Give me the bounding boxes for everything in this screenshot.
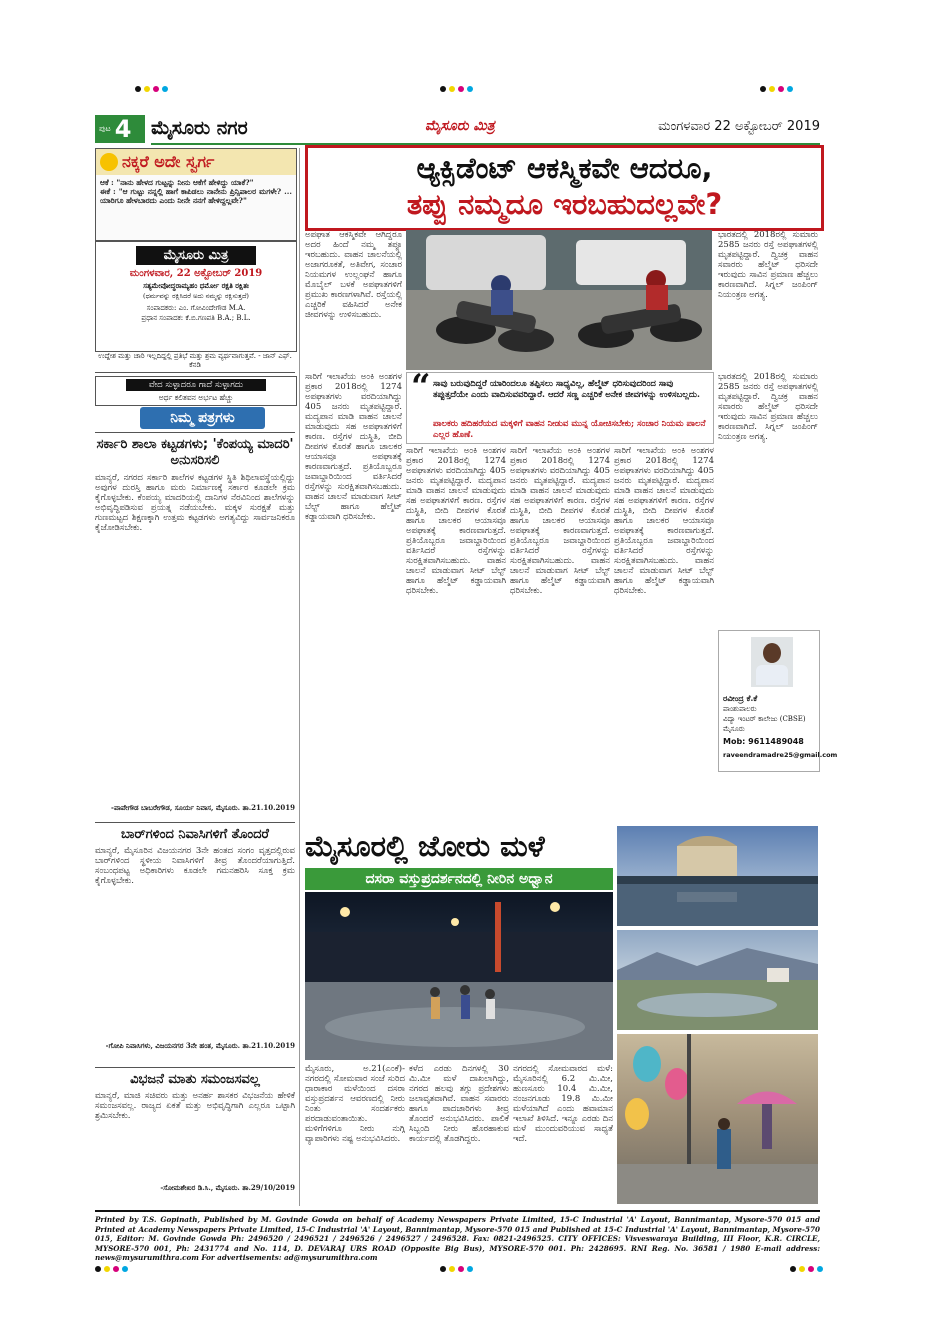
masthead-logo: ಮೈಸೂರು ಮಿತ್ರ bbox=[425, 118, 495, 134]
registration-dots-bottom-center bbox=[440, 1266, 473, 1272]
rain-photo-palace-circle bbox=[617, 826, 818, 926]
laughing-face-icon bbox=[100, 153, 118, 171]
quote-box: ಉದ್ದೇಶ ಮತ್ತು ಚಾರಿ ಇಲ್ಲದಿದ್ದಲ್ಲಿ ಪ್ರತಿಭೆ ಮತ್ತು ಶ್ರಮ ವ್ಯರ್ಥವಾಗುತ್ತವೆ. - ಜಾನ್ ಎಫ್. ಕೆನಡಿ bbox=[95, 352, 295, 373]
lead-col-4: ಭಾರತದಲ್ಲಿ 2018ರಲ್ಲಿ ಸುಮಾರು 2585 ಜನರು ರಸ್ತೆ ಅಪಘಾತಗಳಲ್ಲಿ ಮೃತಪಟ್ಟಿದ್ದಾರೆ. ದ್ವಿಚಕ್ರ ವಾಹನ ಸವಾರರು ಹೆಲ್ಮೆಟ್ ಧರಿಸದೇ ಇರುವುದು ಸಾವಿನ ಪ್ರಮಾಣ ಹೆಚ್ಚಲು ಕಾರಣವಾಗಿದೆ. ಸಿಗ್ನಲ್ ಜಂಪಿಂಗ್ ನಿಯಂತ್ರಣ ಅಗತ್ಯ. bbox=[718, 230, 818, 300]
rain-col-1: ಮೈಸೂರು, ಅ.21(ಎಂಕೆ)- ನಗರದಲ್ಲಿ ಸೋಮವಾರ ಸಂಜೆ ಸುರಿದ ಧಾರಾಕಾರ ಮಳೆಯಿಂದ ದಸರಾ ವಸ್ತುಪ್ರದರ್ಶನ ಆವರಣದಲ್ಲಿ ನೀರು ನಿಂತು ಸಂದರ್ಶಕರು ಪರದಾಡುವಂತಾಯಿತು. ಮಳಿಗೆಗಳಿಗೂ ನೀರು ನುಗ್ಗಿ ವ್ಯಾಪಾರಿಗಳು ನಷ್ಟ ಅನುಭವಿಸಿದರು. bbox=[305, 1064, 405, 1144]
author-city: ಮೈಸೂರು bbox=[723, 725, 745, 733]
letter-3-title: ವಿಭಜನೆ ಮಾತು ಸಮಂಜಸವಲ್ಲ bbox=[130, 1072, 260, 1087]
lead-headline-line-1: ಆ್ಯಕ್ಸಿಡೆಂಟ್ ಆಕಸ್ಮಿಕವೇ ಆದರೂ, bbox=[416, 151, 713, 185]
lead-col-4b: ಸಾರಿಗೆ ಇಲಾಖೆಯ ಅಂಕಿ ಅಂಶಗಳ ಪ್ರಕಾರ 2018ರಲ್ಲಿ 1274 ಅಪಘಾತಗಳು ವರದಿಯಾಗಿದ್ದು 405 ಜನರು ಮೃತಪಟ್ಟಿದ್ದಾರೆ. ಮದ್ಯಪಾನ ಮಾಡಿ ವಾಹನ ಚಾಲನೆ ಮಾಡುವುದು ಸಹ ಅಪಘಾತಗಳಿಗೆ ಕಾರಣ. ರಸ್ತೆಗಳ ದುಸ್ಥಿತಿ, ಬೀದಿ ದೀಪಗಳ ಕೊರತೆ ಹಾಗೂ ಚಾಲಕರ ಆಯಾಸವೂ ಅಪಘಾತಕ್ಕೆ ಕಾರಣವಾಗುತ್ತದೆ. ಪ್ರತಿಯೊಬ್ಬರೂ ಜವಾಬ್ದಾರಿಯಿಂದ ವರ್ತಿಸಿದರೆ ರಸ್ತೆಗಳನ್ನು ಸುರಕ್ಷಿತವಾಗಿಸಬಹುದು. ವಾಹನ ಚಾಲನೆ ಮಾಡುವಾಗ ಸೀಟ್ ಬೆಲ್ಟ್ ಹಾಗೂ ಹೆಲ್ಮೆಟ್ ಕಡ್ಡಾಯವಾಗಿ ಧರಿಸಬೇಕು. bbox=[614, 446, 714, 596]
quote-mark-icon: “ bbox=[411, 367, 431, 407]
author-org: ವಿದ್ಯಾ ಇಂಟರ್ ಕಾಲೇಜು (CBSE) bbox=[723, 715, 806, 723]
letters-banner bbox=[120, 380, 255, 400]
registration-dots-bottom-right bbox=[790, 1266, 823, 1272]
paper-info-box bbox=[95, 240, 297, 352]
author-mob: Mob: 9611489048 bbox=[723, 737, 804, 746]
rain-photo-exhibition bbox=[305, 892, 613, 1060]
humor-a-label: ಈಕೆ bbox=[100, 187, 111, 196]
rain-exhibition-illustration bbox=[305, 892, 613, 1060]
paper-managing-editor: ಪ್ರಧಾನ ಸಂಪಾದಕ: ಕೆ.ಬಿ.ಗಣಪತಿ B.A.; B.L. bbox=[141, 314, 251, 322]
registration-dots-top-right bbox=[760, 86, 793, 92]
lead-col-3: ಸಾರಿಗೆ ಇಲಾಖೆಯ ಅಂಕಿ ಅಂಶಗಳ ಪ್ರಕಾರ 2018ರಲ್ಲಿ 1274 ಅಪಘಾತಗಳು ವರದಿಯಾಗಿದ್ದು 405 ಜನರು ಮೃತಪಟ್ಟಿದ್ದಾರೆ. ಮದ್ಯಪಾನ ಮಾಡಿ ವಾಹನ ಚಾಲನೆ ಮಾಡುವುದು ಸಹ ಅಪಘಾತಗಳಿಗೆ ಕಾರಣ. ರಸ್ತೆಗಳ ದುಸ್ಥಿತಿ, ಬೀದಿ ದೀಪಗಳ ಕೊರತೆ ಹಾಗೂ ಚಾಲಕರ ಆಯಾಸವೂ ಅಪಘಾತಕ್ಕೆ ಕಾರಣವಾಗುತ್ತದೆ. ಪ್ರತಿಯೊಬ್ಬರೂ ಜವಾಬ್ದಾರಿಯಿಂದ ವರ್ತಿಸಿದರೆ ರಸ್ತೆಗಳನ್ನು ಸುರಕ್ಷಿತವಾಗಿಸಬಹುದು. ವಾಹನ ಚಾಲನೆ ಮಾಡುವಾಗ ಸೀಟ್ ಬೆಲ್ಟ್ ಹಾಗೂ ಹೆಲ್ಮೆಟ್ ಕಡ್ಡಾಯವಾಗಿ ಧರಿಸಬೇಕು. bbox=[510, 446, 610, 596]
humor-q-text: : "ನಾನು ಹೇಳದ ಗುಟ್ಟನ್ನು ನೀನು ಆಕೆಗೆ ಹೇಳಿದ್ದು ಯಾಕೆ?" bbox=[111, 178, 254, 187]
letters-banner-label: ನಿಮ್ಮ ಪತ್ರಗಳು bbox=[140, 407, 265, 429]
lead-col-2: ಸಾರಿಗೆ ಇಲಾಖೆಯ ಅಂಕಿ ಅಂಶಗಳ ಪ್ರಕಾರ 2018ರಲ್ಲಿ 1274 ಅಪಘಾತಗಳು ವರದಿಯಾಗಿದ್ದು 405 ಜನರು ಮೃತಪಟ್ಟಿದ್ದಾರೆ. ಮದ್ಯಪಾನ ಮಾಡಿ ವಾಹನ ಚಾಲನೆ ಮಾಡುವುದು ಸಹ ಅಪಘಾತಗಳಿಗೆ ಕಾರಣ. ರಸ್ತೆಗಳ ದುಸ್ಥಿತಿ, ಬೀದಿ ದೀಪಗಳ ಕೊರತೆ ಹಾಗೂ ಚಾಲಕರ ಆಯಾಸವೂ ಅಪಘಾತಕ್ಕೆ ಕಾರಣವಾಗುತ್ತದೆ. ಪ್ರತಿಯೊಬ್ಬರೂ ಜವಾಬ್ದಾರಿಯಿಂದ ವರ್ತಿಸಿದರೆ ರಸ್ತೆಗಳನ್ನು ಸುರಕ್ಷಿತವಾಗಿಸಬಹುದು. ವಾಹನ ಚಾಲನೆ ಮಾಡುವಾಗ ಸೀಟ್ ಬೆಲ್ಟ್ ಹಾಗೂ ಹೆಲ್ಮೆಟ್ ಕಡ್ಡಾಯವಾಗಿ ಧರಿಸಬೇಕು. bbox=[406, 446, 506, 596]
rain-headline: ಮೈಸೂರಲ್ಲಿ ಜೋರು ಮಳೆ bbox=[305, 829, 545, 863]
author-role: ಪಾಂಶುಪಾಲರು bbox=[723, 705, 757, 713]
page-label: ಪುಟ bbox=[99, 124, 111, 133]
registration-dots-bottom-left bbox=[95, 1266, 128, 1272]
page-number: 4 bbox=[114, 115, 132, 143]
registration-dots-top-left bbox=[135, 86, 168, 92]
paper-date: ಮಂಗಳವಾರ, 22 ಅಕ್ಟೋಬರ್ 2019 bbox=[129, 268, 263, 279]
letter-1-title: ಸರ್ಕಾರಿ ಶಾಲಾ ಕಟ್ಟಡಗಳು; 'ಕೆಂಪಯ್ಯ ಮಾದರಿ' ಅನುಸರಿಸಲಿ bbox=[96, 437, 294, 468]
letter-3-body: ಮಾನ್ಯರೆ, ಮಾಜಿ ಸಚಿವರು ಮತ್ತು ಅನರ್ಹ ಶಾಸಕರ ವಿಭಜನೆಯ ಹೇಳಿಕೆ ಸಮಂಜಸವಲ್ಲ. ರಾಜ್ಯದ ಏಕತೆ ಮತ್ತು ಅಭಿವೃದ್ಧಿಗಾಗಿ ಎಲ್ಲರೂ ಒಟ್ಟಾಗಿ ಶ್ರಮಿಸಬೇಕು. bbox=[95, 1091, 295, 1121]
wisdom-text: ಅರ್ಧ ಕಲಿತವನ ಅರ್ಭಟ ಹೆಚ್ಚು bbox=[158, 393, 234, 402]
letter-2-title: ಬಾರ್‌ಗಳಿಂದ ನಿವಾಸಿಗಳಿಗೆ ತೊಂದರೆ bbox=[121, 827, 269, 842]
imprint: Printed by T.S. Gopinath, Published by M. Govinde Gowda on behalf of Academy Newspapers Private Limited, 15-C Industrial 'A' Layout, Bannimantap, Mysore-570 015 and Printed at Academy Newspapers Private Limited, 15-C Industrial 'A' Layout, Bannimantap, Mysore-570 015 and Published at 15-C Industrial 'A' Layout, Bannimantap, Mysore-570 015, Editor: M. Govinde Gowda Ph: 2496520 / 2496521 / 2496526 / 2496527 / 2496528. Fax: 0821-2496525. CITY OFFICES: Visveswaraya Building, III Floor, K.R. CIRCLE, MYSORE-570 001, Ph: 2431774 and No. 114, D. DEVARAJ URS ROAD (Opposite Big Bus), MYSORE-570 001. Ph: 2428695. RNI Reg. No. 36581 / 1980 E-mail address: news@mysurumithra.com For advertisements: ad@mysurumithra.com bbox=[95, 1210, 820, 1265]
paper-motto-note: (ಧರ್ಮವನ್ನು ರಕ್ಷಿಸಿದರೆ ಅದು ನಮ್ಮನ್ನು ರಕ್ಷಿಸುತ್ತದೆ) bbox=[143, 292, 249, 300]
flooded-ground-illustration bbox=[617, 930, 818, 1030]
humor-q-label: ಆಕೆ bbox=[100, 178, 109, 187]
section-title: ಮೈಸೂರು ನಗರ bbox=[151, 117, 248, 139]
pullquote-bold: ಪಾಲಕರು ಹದಿಹರೆಯದ ಮಕ್ಕಳಿಗೆ ವಾಹನ ನೀಡುವ ಮುನ್ನ ಯೋಚಿಸಬೇಕು; ಸಂಚಾರ ನಿಯಮ ಪಾಲನೆ ಎಲ್ಲರ ಹೊಣೆ. bbox=[433, 419, 706, 440]
author-photo bbox=[751, 637, 793, 687]
palace-circle-illustration bbox=[617, 826, 818, 926]
wisdom-title: ವೇದ ಸುಳ್ಳಾದರೂ ಗಾದೆ ಸುಳ್ಳಾಗದು bbox=[126, 379, 266, 391]
paper-motto: ಸತ್ಯಮೇವೋದ್ಧರಾಮ್ಯಹಂ ಧರ್ಮೋ ರಕ್ಷತಿ ರಕ್ಷಿತಃ bbox=[143, 281, 249, 290]
letter-2 bbox=[95, 822, 295, 1068]
lead-col-1: ಅಪಘಾತ ಆಕಸ್ಮಿಕವೇ ಆಗಿದ್ದರೂ ಅದರ ಹಿಂದೆ ನಮ್ಮ ತಪ್ಪೂ ಇರಬಹುದು. ವಾಹನ ಚಾಲನೆಯಲ್ಲಿ ಅಜಾಗರೂಕತೆ, ಅತಿವೇಗ, ಸಂಚಾರ ನಿಯಮಗಳ ಉಲ್ಲಂಘನೆ ಹಾಗೂ ಮೊಬೈಲ್ ಬಳಕೆ ಅಪಘಾತಗಳಿಗೆ ಪ್ರಮುಖ ಕಾರಣಗಳಾಗಿವೆ. ರಸ್ತೆಯಲ್ಲಿ ಎಚ್ಚರಿಕೆ ವಹಿಸಿದರೆ ಅನೇಕ ಜೀವಗಳನ್ನು ಉಳಿಸಬಹುದು. bbox=[305, 230, 402, 320]
humor-box bbox=[95, 148, 297, 242]
lead-col-5: ಭಾರತದಲ್ಲಿ 2018ರಲ್ಲಿ ಸುಮಾರು 2585 ಜನರು ರಸ್ತೆ ಅಪಘಾತಗಳಲ್ಲಿ ಮೃತಪಟ್ಟಿದ್ದಾರೆ. ದ್ವಿಚಕ್ರ ವಾಹನ ಸವಾರರು ಹೆಲ್ಮೆಟ್ ಧರಿಸದೇ ಇರುವುದು ಸಾವಿನ ಪ್ರಮಾಣ ಹೆಚ್ಚಲು ಕಾರಣವಾಗಿದೆ. ಸಿಗ್ನಲ್ ಜಂಪಿಂಗ್ ನಿಯಂತ್ರಣ ಅಗತ್ಯ. bbox=[718, 372, 818, 442]
humor-title-bar bbox=[96, 149, 296, 175]
rain-street-illustration bbox=[617, 1034, 818, 1204]
masthead bbox=[95, 115, 820, 145]
lead-pullquote bbox=[406, 367, 714, 444]
accident-photo bbox=[406, 230, 712, 370]
lead-headline-line-2: ತಪ್ಪು ನಮ್ಮದೂ ಇರಬಹುದಲ್ಲವೇ? bbox=[406, 187, 723, 221]
humor-a-text: : "ಆ ಗುಟ್ಟು ನನ್ನಲ್ಲಿ ಹಾಗೆ ಕಾಪಿಡಲು ನಾನೇನು ಪ್ರಿನ್ಸಿಪಾಲರ ಮಗಳೇ? ... ಯಾರಿಗೂ ಹೇಳಬಾರದು ಎಂದು ನೀನೇ ನನಗೆ ಹೇಳಿದ್ದಲ್ಲವೇ?" bbox=[100, 187, 293, 205]
rain-photo-street bbox=[617, 1034, 818, 1204]
paper-editor: ಸಂಪಾದಕರು: ಎಂ. ಗೋವಿಂದೇಗೌಡ M.A. bbox=[146, 304, 246, 312]
humor-title: ನಕ್ಕರೆ ಅದೇ ಸ್ವರ್ಗ bbox=[122, 152, 215, 171]
letter-1 bbox=[95, 432, 295, 823]
rain-col-3: ನಗರದಲ್ಲಿ ಸೋಮವಾರದ ಮಳೆ: ಮೈಸೂರಿನಲ್ಲಿ 6.2 ಮಿ.ಮೀ, ಹುಣಸೂರು 10.4 ಮಿ.ಮೀ, ನಂಜನಗೂಡು 19.8 ಮಿ.ಮೀ ಮಳೆಯಾಗಿದೆ ಎಂದು ಹವಾಮಾನ ಇಲಾಖೆ ತಿಳಿಸಿದೆ. ಇನ್ನೂ ಎರಡು ದಿನ ಮಳೆ ಮುಂದುವರಿಯುವ ಸಾಧ್ಯತೆ ಇದೆ. bbox=[513, 1064, 613, 1144]
letter-2-body: ಮಾನ್ಯರೆ, ಮೈಸೂರಿನ ವಿಜಯನಗರ 3ನೇ ಹಂತದ ಸಂಗಂ ವೃತ್ತದಲ್ಲಿರುವ ಬಾರ್‌ಗಳಿಂದ ಸ್ಥಳೀಯ ನಿವಾಸಿಗಳಿಗೆ ತೀವ್ರ ತೊಂದರೆಯಾಗುತ್ತಿದೆ. ಸಂಬಂಧಪಟ್ಟ ಅಧಿಕಾರಿಗಳು ಕೂಡಲೇ ಗಮನಹರಿಸಿ ಸೂಕ್ತ ಕ್ರಮ ಕೈಗೊಳ್ಳಬೇಕು. bbox=[95, 846, 295, 886]
author-name: ರವೀಂದ್ರ ಕೆ.ಕೆ bbox=[723, 693, 758, 703]
letter-1-body: ಮಾನ್ಯರೆ, ನಗರದ ಸರ್ಕಾರಿ ಶಾಲೆಗಳ ಕಟ್ಟಡಗಳ ಸ್ಥಿತಿ ಶಿಥಿಲಾವಸ್ಥೆಯಲ್ಲಿದ್ದು ಅವುಗಳ ದುರಸ್ತಿ ಹಾಗೂ ಮರು ನಿರ್ಮಾಣಕ್ಕೆ ಸರ್ಕಾರ ಕೂಡಲೇ ಕ್ರಮ ಕೈಗೊಳ್ಳಬೇಕು. ಕೆಂಪಯ್ಯ ಮಾದರಿಯಲ್ಲಿ ದಾನಿಗಳ ನೆರವಿನಿಂದ ಶಾಲೆಗಳನ್ನು ಅಭಿವೃದ್ಧಿಪಡಿಸುವ ಪ್ರಯತ್ನ ನಡೆಯಬೇಕು. ಮಕ್ಕಳ ಸುರಕ್ಷತೆ ಮತ್ತು ಗುಣಮಟ್ಟದ ಶಿಕ್ಷಣಕ್ಕಾಗಿ ಉತ್ತಮ ಕಟ್ಟಡಗಳು ಅಗತ್ಯವಿದ್ದು ಸಾರ್ವಜನಿಕರೂ ಕೈಜೋಡಿಸಬೇಕು. bbox=[95, 473, 295, 533]
pullquote-text: ಸಾವು ಬರುವುದಿದ್ದರೆ ಯಾರಿಂದಲೂ ತಪ್ಪಿಸಲು ಸಾಧ್ಯವಿಲ್ಲ, ಹೆಲ್ಮೆಟ್ ಧರಿಸುವುದರಿಂದ ಸಾವು ತಪ್ಪುತ್ತದೆಯೇ ಎಂದು ವಾದಿಸುವವರಿದ್ದಾರೆ. ಆದರೆ ಸಣ್ಣ ಎಚ್ಚರಿಕೆ ಅನೇಕ ಜೀವಗಳನ್ನು ಉಳಿಸಬಲ್ಲದು. bbox=[433, 379, 700, 400]
letter-2-sign: -ಗೋಪಿ ನಿವಾಸಿಗಳು, ವಿಜಯನಗರ 3ನೇ ಹಂತ, ಮೈಸೂರು. ತಾ.21.10.2019 bbox=[105, 1041, 295, 1050]
author-box bbox=[718, 630, 838, 772]
lead-headline bbox=[305, 145, 824, 231]
letter-3 bbox=[95, 1067, 295, 1208]
rain-col-2: ಕಳೆದ ಎರಡು ದಿನಗಳಲ್ಲಿ 30 ಮಿ.ಮೀ ಮಳೆ ದಾಖಲಾಗಿದ್ದು, ನಗರದ ಹಲವು ತಗ್ಗು ಪ್ರದೇಶಗಳು ಜಲಾವೃತವಾಗಿವೆ. ವಾಹನ ಸವಾರರು ಹಾಗೂ ಪಾದಚಾರಿಗಳು ತೀವ್ರ ತೊಂದರೆ ಅನುಭವಿಸಿದರು. ಪಾಲಿಕೆ ಸಿಬ್ಬಂದಿ ನೀರು ಹೊರಹಾಕುವ ಕಾರ್ಯದಲ್ಲಿ ತೊಡಗಿದ್ದರು. bbox=[409, 1064, 509, 1144]
author-email: raveendramadre25@gmail.com bbox=[723, 751, 838, 759]
lead-col-1-cont: ಸಾರಿಗೆ ಇಲಾಖೆಯ ಅಂಕಿ ಅಂಶಗಳ ಪ್ರಕಾರ 2018ರಲ್ಲಿ 1274 ಅಪಘಾತಗಳು ವರದಿಯಾಗಿದ್ದು 405 ಜನರು ಮೃತಪಟ್ಟಿದ್ದಾರೆ. ಮದ್ಯಪಾನ ಮಾಡಿ ವಾಹನ ಚಾಲನೆ ಮಾಡುವುದು ಸಹ ಅಪಘಾತಗಳಿಗೆ ಕಾರಣ. ರಸ್ತೆಗಳ ದುಸ್ಥಿತಿ, ಬೀದಿ ದೀಪಗಳ ಕೊರತೆ ಹಾಗೂ ಚಾಲಕರ ಆಯಾಸವೂ ಅಪಘಾತಕ್ಕೆ ಕಾರಣವಾಗುತ್ತದೆ. ಪ್ರತಿಯೊಬ್ಬರೂ ಜವಾಬ್ದಾರಿಯಿಂದ ವರ್ತಿಸಿದರೆ ರಸ್ತೆಗಳನ್ನು ಸುರಕ್ಷಿತವಾಗಿಸಬಹುದು. ವಾಹನ ಚಾಲನೆ ಮಾಡುವಾಗ ಸೀಟ್ ಬೆಲ್ಟ್ ಹಾಗೂ ಹೆಲ್ಮೆಟ್ ಕಡ್ಡಾಯವಾಗಿ ಧರಿಸಬೇಕು. bbox=[305, 372, 402, 522]
masthead-date: ಮಂಗಳವಾರ 22 ಅಕ್ಟೋಬರ್ 2019 bbox=[658, 119, 820, 134]
page-number-box bbox=[95, 115, 145, 143]
letter-3-sign: -ಸೋಮಶೇಖರ ಡಿ.ಸಿ., ಮೈಸೂರು. ತಾ.29/10/2019 bbox=[160, 1183, 295, 1192]
accident-illustration bbox=[406, 230, 712, 370]
rain-subhead: ದಸರಾ ವಸ್ತುಪ್ರದರ್ಶನದಲ್ಲಿ ನೀರಿನ ಅಧ್ವಾನ bbox=[305, 868, 613, 890]
rain-photo-flooded-ground bbox=[617, 930, 818, 1030]
letter-1-sign: -ಪಾಪೇಗೌಡ ಬಾಬರೇಗೌಡ, ಸೂರ್ಯ ನಿವಾಸ, ಮೈಸೂರು. ತಾ.21.10.2019 bbox=[111, 803, 295, 812]
paper-logo: ಮೈಸೂರು ಮಿತ್ರ bbox=[136, 246, 256, 265]
registration-dots-top-center bbox=[440, 86, 473, 92]
